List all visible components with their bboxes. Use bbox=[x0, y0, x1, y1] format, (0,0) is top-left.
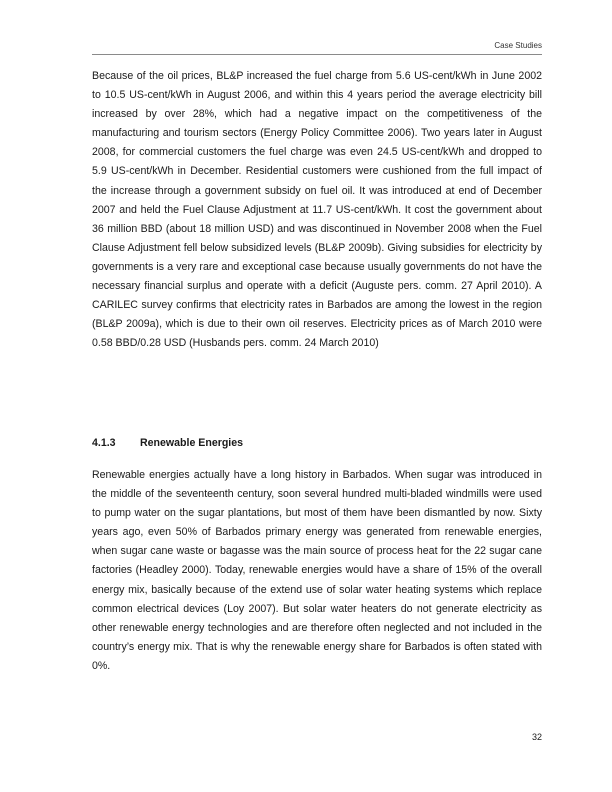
header-rule bbox=[92, 54, 542, 55]
paragraph-electricity-prices: Because of the oil prices, BL&P increased the fuel charge from 5.6 US-cent/kWh in June 2002 to 10.5 US-cent/kWh in August 2006, and within this 4 years period the average electricity bill increased by over 28%, which had a negative impact on the competitiveness of the manufacturing and tourism sectors (Energy Policy Committee 2006). Two years later in August 2008, for commercial customers the fuel charge was even 24.5 US-cent/kWh and dropped to 5.9 US-cent/kWh in December. Residential customers were cushioned from the full impact of the increase through a government subsidy on fuel oil. It was introduced at end of December 2007 and held the Fuel Clause Adjustment at 11.7 US-cent/kWh. It cost the government about 36 million BBD (about 18 million USD) and was discontinued in November 2008 when the Fuel Clause Adjustment fell below subsidized levels (BL&P 2009b). Giving subsidies for electricity by governments is a very rare and exceptional case because usually governments do not have the necessary financial surplus and operate with a deficit (Auguste pers. comm. 27 April 2010). A CARILEC survey confirms that electricity rates in Barbados are among the lowest in the region (BL&P 2009a), which is due to their own oil reserves. Electricity prices as of March 2010 were 0.58 BBD/0.28 USD (Husbands pers. comm. 24 March 2010) bbox=[92, 70, 542, 350]
section-heading bbox=[92, 437, 243, 449]
paragraph-renewable-energies: Renewable energies actually have a long history in Barbados. When sugar was introduced in the middle of the seventeenth century, soon several hundred multi-bladed windmills were used to pump water on the sugar plantations, but most of them have been dismantled by now. Sixty years ago, even 50% of Barbados primary energy was generated from renewable energies, when sugar cane waste or bagasse was the main source of process heat for the 22 sugar cane factories (Headley 2000). Today, renewable energies would have a share of 15% of the overall energy mix, basically because of the extend use of solar water heating systems which replace common electrical devices (Loy 2007). But solar water heaters do not generate electricity as other renewable energy technologies and are therefore often neglected and not included in the country’s energy mix. That is why the renewable energy share for Barbados is often stated with 0%. bbox=[92, 469, 542, 672]
running-head: Case Studies bbox=[494, 41, 542, 50]
section-title: Renewable Energies bbox=[140, 437, 244, 449]
body-text-block bbox=[92, 466, 542, 676]
page-number: 32 bbox=[531, 732, 542, 742]
body-text-block bbox=[92, 67, 542, 353]
section-number: 4.1.3 bbox=[92, 437, 116, 449]
